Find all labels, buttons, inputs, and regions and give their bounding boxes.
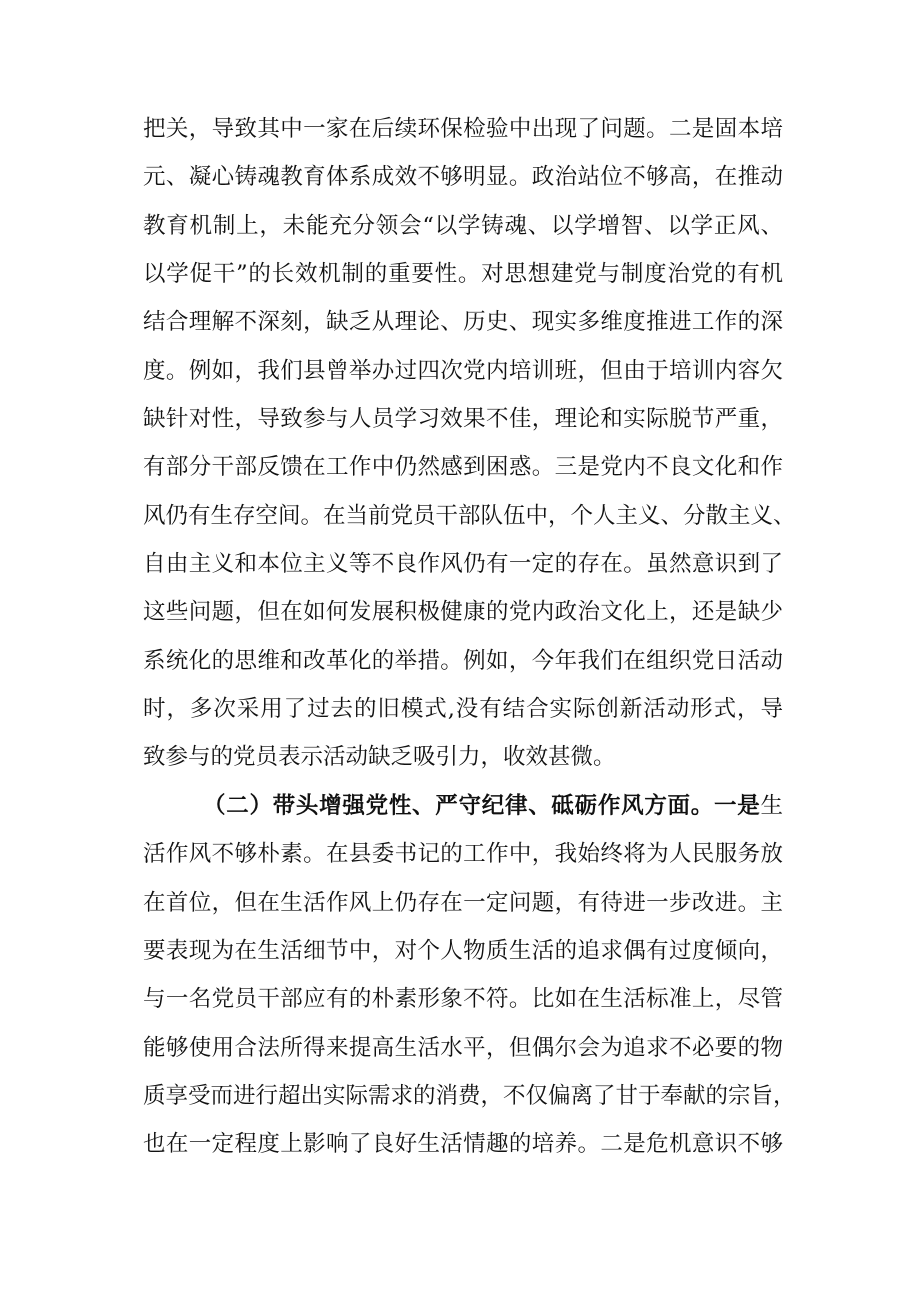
document-body — [143, 105, 796, 1169]
paragraph-line: 自由主义和本位主义等不良作风仍有一定的存在。虽然意识到了 — [143, 551, 783, 578]
paragraph-line: 度。例如，我们县曾举办过四次党内培训班，但由于培训内容欠 — [143, 357, 783, 384]
paragraph-line: 缺针对性，导致参与人员学习效果不佳，理论和实际脱节严重， — [143, 406, 783, 433]
paragraph-line: 在首位，但在生活作风上仍存在一定问题，有待进一步改进。主 — [143, 889, 783, 916]
paragraph-line: 风仍有生存空间。在当前党员干部队伍中，个人主义、分散主义、 — [143, 502, 796, 529]
paragraph-line: 时，多次采用了过去的旧模式,没有结合实际创新活动形式，导 — [143, 696, 783, 723]
paragraph-line: 能够使用合法所得来提高生活水平，但偶尔会为追求不必要的物 — [143, 1034, 783, 1061]
section-heading-tail: 生 — [760, 792, 783, 819]
paragraph-line: 质享受而进行超出实际需求的消费，不仅偏离了甘于奉献的宗旨， — [143, 1082, 796, 1109]
paragraph-line: 致参与的党员表示活动缺乏吸引力，收效甚微。 — [143, 744, 616, 771]
paragraph-line: 也在一定程度上影响了良好生活情趣的培养。二是危机意识不够 — [143, 1131, 783, 1158]
paragraph-line: 与一名党员干部应有的朴素形象不符。比如在生活标准上，尽管 — [143, 986, 783, 1013]
paragraph-line: 这些问题，但在如何发展积极健康的党内政治文化上，还是缺少 — [143, 599, 783, 626]
paragraph-line: 以学促干”的长效机制的重要性。对思想建党与制度治党的有机 — [143, 261, 783, 288]
paragraph-line: 结合理解不深刻，缺乏从理论、历史、现实多维度推进工作的深 — [143, 309, 783, 336]
paragraph-line: 教育机制上，未能充分领会“以学铸魂、以学增智、以学正风、 — [143, 212, 783, 239]
paragraph-line: 要表现为在生活细节中，对个人物质生活的追求偶有过度倾向， — [143, 937, 783, 964]
section-heading: （二）带头增强党性、严守纪律、砥砺作风方面。一是 — [203, 792, 761, 819]
paragraph-line: 有部分干部反馈在工作中仍然感到困惑。三是党内不良文化和作 — [143, 454, 783, 481]
paragraph-line: 把关，导致其中一家在后续环保检验中出现了问题。二是固本培 — [143, 116, 783, 142]
paragraph-line: 系统化的思维和改革化的举措。例如，今年我们在组织党日活动 — [143, 647, 783, 674]
section-heading-line — [143, 782, 783, 830]
paragraph-line: 活作风不够朴素。在县委书记的工作中，我始终将为人民服务放 — [143, 841, 783, 868]
paragraph-line: 元、凝心铸魂教育体系成效不够明显。政治站位不够高，在推动 — [143, 164, 783, 191]
